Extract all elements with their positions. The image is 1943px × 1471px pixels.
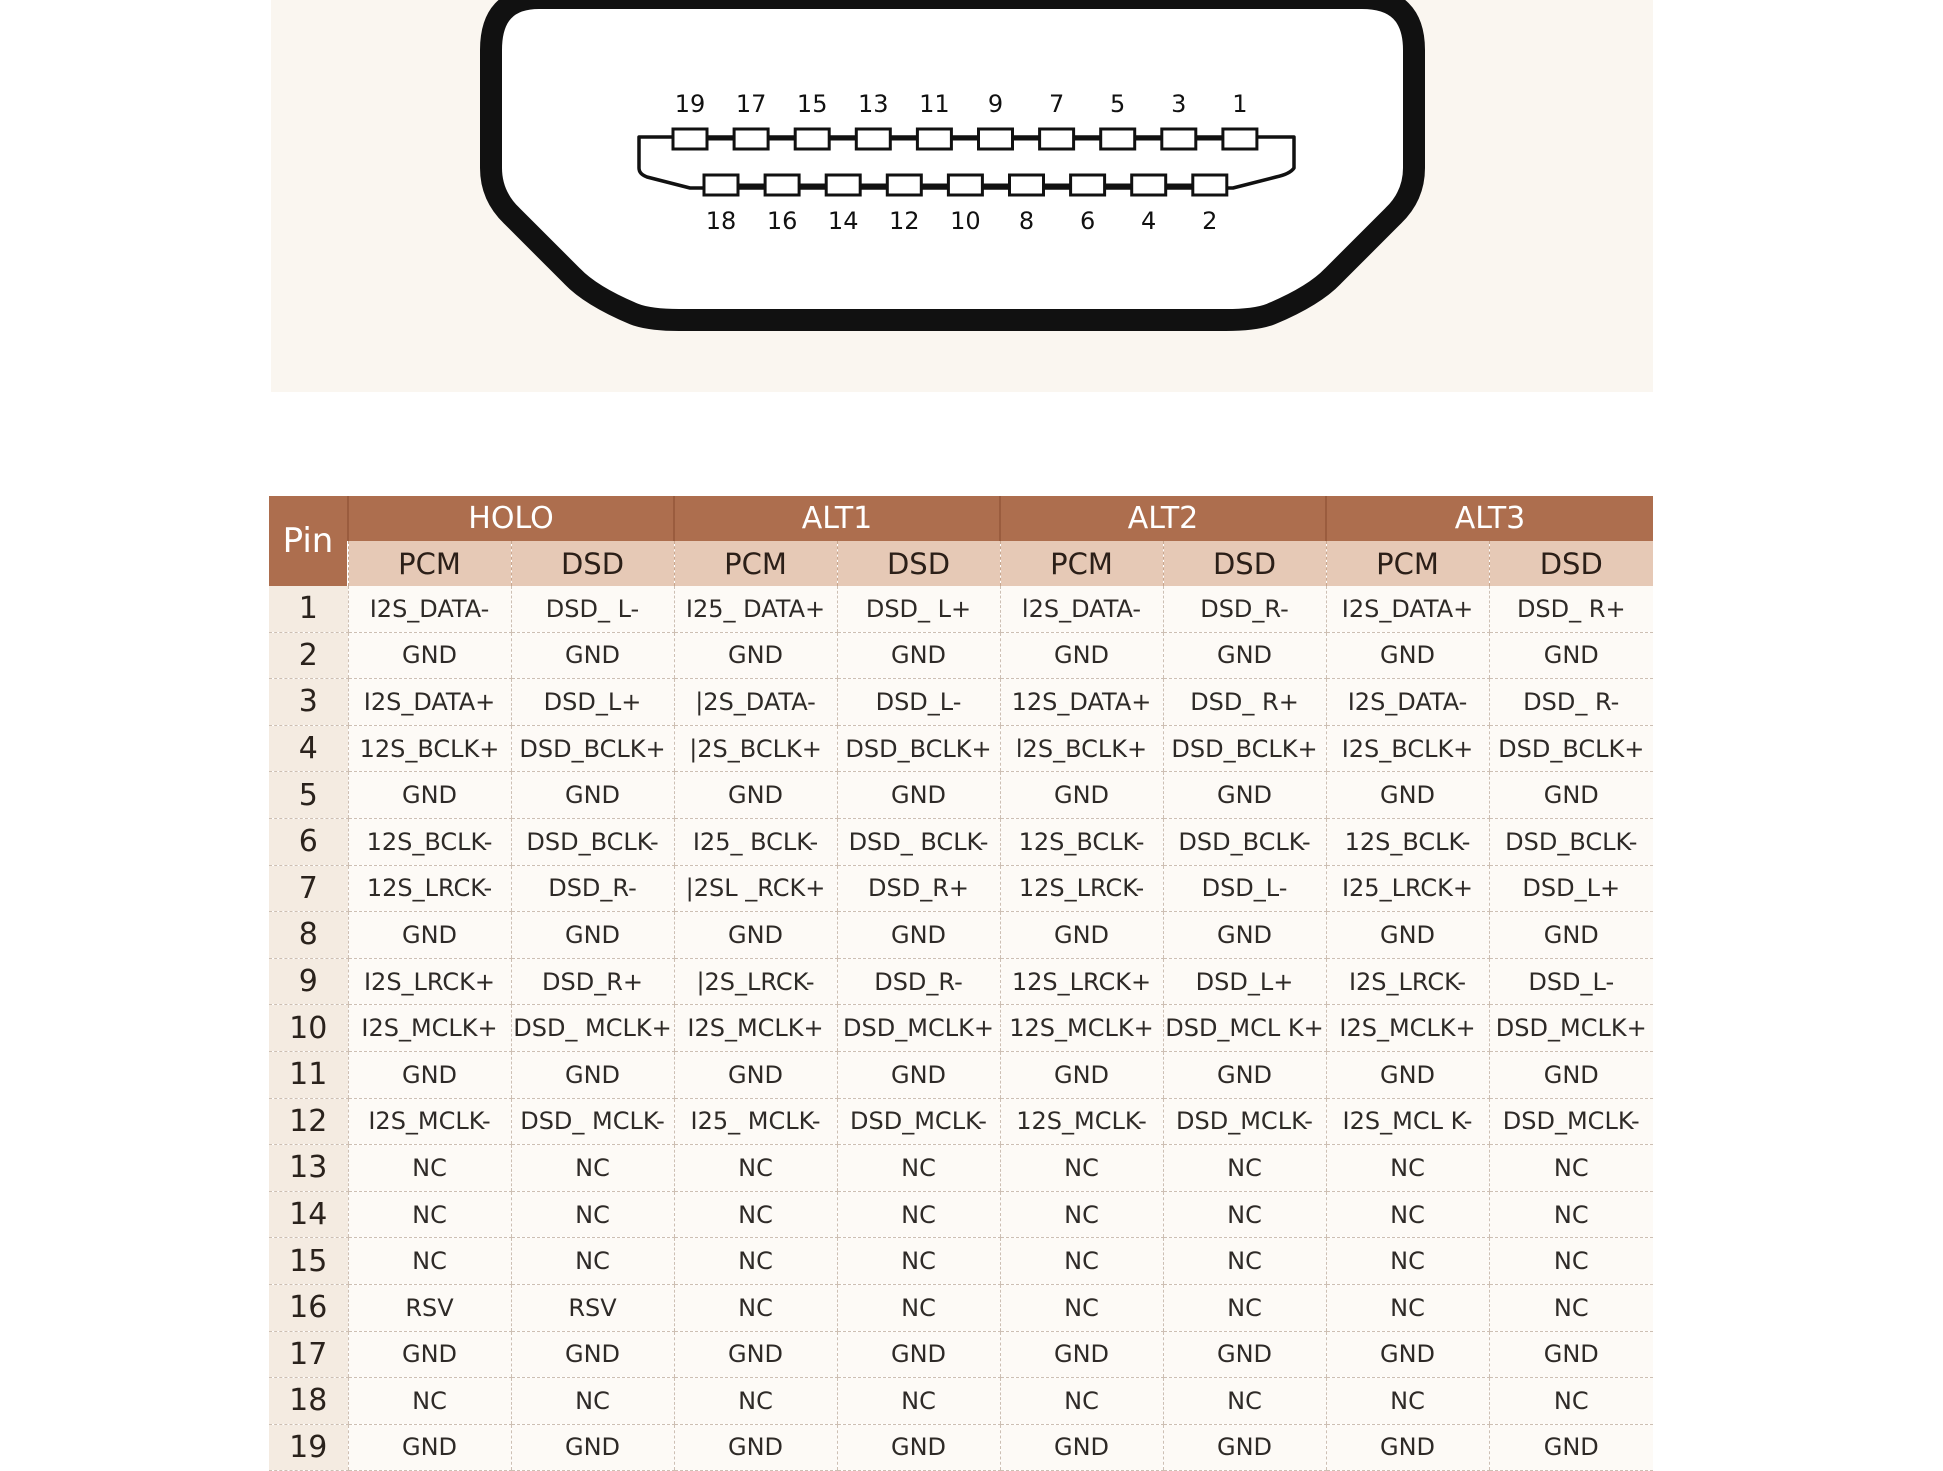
signal-cell: GND — [1163, 1424, 1326, 1471]
signal-cell: NC — [348, 1378, 511, 1425]
pin-contact — [1010, 175, 1044, 195]
pin-number-cell: 12 — [269, 1098, 348, 1145]
signal-cell: I25_ DATA+ — [674, 586, 837, 632]
connector-shell — [491, 0, 1414, 320]
pin-number-label: 18 — [705, 207, 737, 235]
signal-cell: NC — [1163, 1238, 1326, 1285]
pin-number-label: 17 — [735, 90, 767, 118]
signal-cell: NC — [1000, 1238, 1163, 1285]
signal-cell: GND — [1326, 772, 1489, 819]
signal-cell: GND — [1489, 1331, 1653, 1378]
table-row — [269, 1284, 1653, 1331]
signal-cell: NC — [1000, 1378, 1163, 1425]
signal-cell: DSD_R+ — [511, 958, 674, 1005]
pin-number-cell: 5 — [269, 772, 348, 819]
signal-cell: GND — [348, 1051, 511, 1098]
signal-cell: NC — [674, 1145, 837, 1192]
signal-cell: I2S_MCLK- — [348, 1098, 511, 1145]
signal-cell: GND — [674, 1424, 837, 1471]
signal-cell: RSV — [348, 1284, 511, 1331]
signal-cell: I2S_MCL K- — [1326, 1098, 1489, 1145]
signal-cell: 12S_MCLK+ — [1000, 1005, 1163, 1052]
signal-cell: GND — [511, 1331, 674, 1378]
signal-cell: DSD_MCLK- — [837, 1098, 1000, 1145]
signal-cell: l2S_BCLK+ — [1000, 725, 1163, 772]
signal-cell: RSV — [511, 1284, 674, 1331]
signal-cell: GND — [348, 912, 511, 959]
table-row — [269, 725, 1653, 772]
table-row — [269, 586, 1653, 632]
subheader-dsd: DSD — [1163, 541, 1326, 586]
subheader-dsd: DSD — [837, 541, 1000, 586]
signal-cell: GND — [674, 632, 837, 679]
table-row — [269, 865, 1653, 912]
pin-contact — [1101, 129, 1135, 149]
signal-cell: |2S_LRCK- — [674, 958, 837, 1005]
table-row — [269, 1378, 1653, 1425]
signal-cell: NC — [1326, 1284, 1489, 1331]
signal-cell: DSD_BCLK- — [511, 818, 674, 865]
signal-cell: NC — [1489, 1145, 1653, 1192]
signal-cell: GND — [1163, 912, 1326, 959]
table-row — [269, 1145, 1653, 1192]
signal-cell: DSD_L- — [1489, 958, 1653, 1005]
signal-cell: GND — [1000, 1331, 1163, 1378]
table-row — [269, 1098, 1653, 1145]
signal-cell: NC — [1489, 1284, 1653, 1331]
pin-number-cell: 1 — [269, 586, 348, 632]
signal-cell: I25_ BCLK- — [674, 818, 837, 865]
signal-cell: NC — [837, 1284, 1000, 1331]
pin-contact — [1040, 129, 1074, 149]
signal-cell: DSD_BCLK+ — [837, 725, 1000, 772]
table-row — [269, 632, 1653, 679]
signal-cell: GND — [1163, 772, 1326, 819]
signal-cell: I2S_LRCK+ — [348, 958, 511, 1005]
signal-cell: GND — [1326, 1051, 1489, 1098]
signal-cell: NC — [1326, 1238, 1489, 1285]
signal-cell: DSD_ R+ — [1489, 586, 1653, 632]
pin-number-cell: 15 — [269, 1238, 348, 1285]
pin-number-label: 4 — [1141, 207, 1157, 235]
signal-cell: I2S_LRCK- — [1326, 958, 1489, 1005]
table-row — [269, 1424, 1653, 1471]
pin-contact — [734, 129, 768, 149]
signal-cell: NC — [674, 1238, 837, 1285]
pin-contact — [765, 175, 799, 195]
signal-cell: I2S_DATA- — [348, 586, 511, 632]
signal-cell: NC — [674, 1191, 837, 1238]
signal-cell: 12S_BCLK+ — [348, 725, 511, 772]
signal-cell: NC — [511, 1191, 674, 1238]
signal-cell: DSD_ MCLK- — [511, 1098, 674, 1145]
pin-number-label: 16 — [766, 207, 798, 235]
signal-cell: NC — [1489, 1191, 1653, 1238]
signal-cell: NC — [837, 1238, 1000, 1285]
pin-number-label: 12 — [889, 207, 920, 235]
pin-number-cell: 14 — [269, 1191, 348, 1238]
signal-cell: DSD_L+ — [1489, 865, 1653, 912]
signal-cell: NC — [1326, 1191, 1489, 1238]
signal-cell: NC — [1489, 1378, 1653, 1425]
signal-cell: I2S_BCLK+ — [1326, 725, 1489, 772]
signal-cell: GND — [348, 1424, 511, 1471]
signal-cell: GND — [837, 1051, 1000, 1098]
group-header-alt1: ALT1 — [674, 496, 1000, 541]
group-header-holo: HOLO — [348, 496, 674, 541]
pin-number-cell: 9 — [269, 958, 348, 1005]
signal-cell: DSD_L+ — [511, 679, 674, 726]
signal-cell: GND — [1163, 632, 1326, 679]
signal-cell: DSD_BCLK+ — [511, 725, 674, 772]
signal-cell: |2S_BCLK+ — [674, 725, 837, 772]
signal-cell: GND — [837, 912, 1000, 959]
signal-cell: NC — [1163, 1145, 1326, 1192]
pin-number-label: 9 — [987, 90, 1004, 118]
pin-number-label: 19 — [674, 90, 706, 118]
table-row — [269, 1051, 1653, 1098]
signal-cell: GND — [1326, 1331, 1489, 1378]
signal-cell: DSD_BCLK+ — [1489, 725, 1653, 772]
pin-number-cell: 13 — [269, 1145, 348, 1192]
subheader-pcm: PCM — [1326, 541, 1489, 586]
signal-cell: GND — [1326, 632, 1489, 679]
signal-cell: NC — [1326, 1145, 1489, 1192]
pin-contact — [1223, 129, 1257, 149]
signal-cell: GND — [1489, 912, 1653, 959]
pin-contact — [1132, 175, 1166, 195]
signal-cell: GND — [511, 1051, 674, 1098]
pin-number-cell: 3 — [269, 679, 348, 726]
pin-table-body — [269, 586, 1653, 1471]
signal-cell: l2S_DATA- — [1000, 586, 1163, 632]
signal-cell: GND — [1489, 772, 1653, 819]
pin-contact — [887, 175, 921, 195]
signal-cell: 12S_MCLK- — [1000, 1098, 1163, 1145]
signal-cell: GND — [1000, 632, 1163, 679]
signal-cell: NC — [348, 1238, 511, 1285]
pin-contact — [917, 129, 951, 149]
pin-number-cell: 19 — [269, 1424, 348, 1471]
signal-cell: GND — [1326, 1424, 1489, 1471]
pin-number-label: 10 — [950, 207, 981, 235]
signal-cell: DSD_BCLK- — [1489, 818, 1653, 865]
pin-number-label: 13 — [858, 90, 889, 118]
pin-number-label: 2 — [1202, 207, 1218, 235]
hdmi-connector-diagram — [271, 0, 1653, 392]
signal-cell: |2SL _RCK+ — [674, 865, 837, 912]
pin-column-header: Pin — [269, 496, 348, 586]
pin-contact — [979, 129, 1013, 149]
table-row — [269, 818, 1653, 865]
signal-cell: DSD_R- — [511, 865, 674, 912]
signal-cell: 12S_BCLK- — [348, 818, 511, 865]
subheader-dsd: DSD — [511, 541, 674, 586]
signal-cell: NC — [1163, 1284, 1326, 1331]
signal-cell: NC — [1163, 1378, 1326, 1425]
pin-number-label: 15 — [796, 90, 828, 118]
pin-number-cell: 7 — [269, 865, 348, 912]
pin-number-cell: 16 — [269, 1284, 348, 1331]
signal-cell: NC — [1000, 1191, 1163, 1238]
signal-cell: GND — [674, 1331, 837, 1378]
pin-contact — [673, 129, 707, 149]
signal-cell: GND — [1163, 1331, 1326, 1378]
signal-cell: GND — [837, 632, 1000, 679]
signal-cell: NC — [1326, 1378, 1489, 1425]
pin-number-cell: 4 — [269, 725, 348, 772]
signal-cell: DSD_MCLK- — [1163, 1098, 1326, 1145]
signal-cell: DSD_ MCLK+ — [511, 1005, 674, 1052]
table-row — [269, 1191, 1653, 1238]
pin-number-label: 11 — [919, 90, 950, 118]
signal-cell: DSD_MCLK+ — [837, 1005, 1000, 1052]
pin-number-cell: 6 — [269, 818, 348, 865]
pin-number-cell: 17 — [269, 1331, 348, 1378]
group-header-alt2: ALT2 — [1000, 496, 1326, 541]
pin-contact — [795, 129, 829, 149]
pin-contact — [1162, 129, 1196, 149]
pin-contact — [856, 129, 890, 149]
signal-cell: GND — [348, 1331, 511, 1378]
signal-cell: DSD_R- — [1163, 586, 1326, 632]
signal-cell: 12S_LRCK- — [348, 865, 511, 912]
signal-cell: DSD_ R- — [1489, 679, 1653, 726]
signal-cell: NC — [511, 1238, 674, 1285]
signal-cell: I2S_DATA- — [1326, 679, 1489, 726]
signal-cell: GND — [348, 632, 511, 679]
subheader-pcm: PCM — [1000, 541, 1163, 586]
pin-contact — [1193, 175, 1227, 195]
signal-cell: GND — [1489, 1051, 1653, 1098]
signal-cell: GND — [511, 912, 674, 959]
signal-cell: NC — [1000, 1284, 1163, 1331]
signal-cell: NC — [348, 1191, 511, 1238]
signal-cell: DSD_BCLK- — [1163, 818, 1326, 865]
pin-number-label: 14 — [827, 207, 859, 235]
signal-cell: DSD_R- — [837, 958, 1000, 1005]
table-row — [269, 772, 1653, 819]
signal-cell: DSD_L+ — [1163, 958, 1326, 1005]
signal-cell: I2S_DATA+ — [348, 679, 511, 726]
subheader-dsd: DSD — [1489, 541, 1653, 586]
signal-cell: NC — [511, 1145, 674, 1192]
signal-cell: GND — [1000, 1424, 1163, 1471]
signal-cell: DSD_BCLK+ — [1163, 725, 1326, 772]
table-row — [269, 679, 1653, 726]
signal-cell: DSD_L- — [837, 679, 1000, 726]
signal-cell: 12S_BCLK- — [1326, 818, 1489, 865]
signal-cell: GND — [1000, 772, 1163, 819]
pin-number-label: 5 — [1110, 90, 1126, 118]
signal-cell: DSD_L- — [1163, 865, 1326, 912]
table-row — [269, 912, 1653, 959]
pin-number-label: 3 — [1171, 90, 1187, 118]
pin-number-label: 8 — [1018, 207, 1035, 235]
group-header-row — [269, 496, 1653, 541]
signal-cell: DSD_MCLK+ — [1489, 1005, 1653, 1052]
signal-cell: NC — [837, 1145, 1000, 1192]
signal-cell: DSD_MCL K+ — [1163, 1005, 1326, 1052]
signal-cell: GND — [1489, 1424, 1653, 1471]
pin-assignment-table — [269, 496, 1653, 1471]
signal-cell: GND — [1000, 912, 1163, 959]
signal-cell: GND — [837, 772, 1000, 819]
pin-contact — [1071, 175, 1105, 195]
signal-cell: |2S_DATA- — [674, 679, 837, 726]
signal-cell: I25_ MCLK- — [674, 1098, 837, 1145]
signal-cell: NC — [1000, 1145, 1163, 1192]
table-row — [269, 1331, 1653, 1378]
signal-cell: NC — [837, 1378, 1000, 1425]
signal-cell: DSD_ L- — [511, 586, 674, 632]
signal-cell: GND — [674, 1051, 837, 1098]
pin-number-label: 7 — [1048, 90, 1065, 118]
signal-cell: I2S_MCLK+ — [674, 1005, 837, 1052]
signal-cell: NC — [1489, 1238, 1653, 1285]
pin-contact — [948, 175, 982, 195]
pin-number-label: 1 — [1232, 90, 1248, 118]
signal-cell: NC — [674, 1284, 837, 1331]
signal-cell: GND — [511, 772, 674, 819]
signal-cell: GND — [1000, 1051, 1163, 1098]
signal-cell: 12S_LRCK- — [1000, 865, 1163, 912]
pin-number-cell: 2 — [269, 632, 348, 679]
pin-number-cell: 11 — [269, 1051, 348, 1098]
signal-cell: GND — [1326, 912, 1489, 959]
group-header-alt3: ALT3 — [1326, 496, 1653, 541]
signal-cell: DSD_MCLK- — [1489, 1098, 1653, 1145]
signal-cell: I2S_MCLK+ — [348, 1005, 511, 1052]
signal-cell: GND — [348, 772, 511, 819]
subheader-pcm: PCM — [348, 541, 511, 586]
signal-cell: GND — [674, 772, 837, 819]
table-row — [269, 1005, 1653, 1052]
signal-cell: NC — [1163, 1191, 1326, 1238]
signal-cell: DSD_R+ — [837, 865, 1000, 912]
signal-cell: NC — [348, 1145, 511, 1192]
signal-cell: GND — [511, 1424, 674, 1471]
subheader-pcm: PCM — [674, 541, 837, 586]
signal-cell: I2S_DATA+ — [1326, 586, 1489, 632]
signal-cell: GND — [674, 912, 837, 959]
table-row — [269, 1238, 1653, 1285]
signal-cell: GND — [1163, 1051, 1326, 1098]
signal-cell: 12S_BCLK- — [1000, 818, 1163, 865]
signal-cell: NC — [674, 1378, 837, 1425]
subheader-row — [269, 541, 1653, 586]
signal-cell: GND — [511, 632, 674, 679]
signal-cell: I2S_MCLK+ — [1326, 1005, 1489, 1052]
pin-contact — [704, 175, 738, 195]
hdmi-connector-panel — [271, 0, 1653, 392]
pin-contact — [826, 175, 860, 195]
pin-number-cell: 10 — [269, 1005, 348, 1052]
signal-cell: NC — [511, 1378, 674, 1425]
signal-cell: GND — [1489, 632, 1653, 679]
signal-cell: 12S_LRCK+ — [1000, 958, 1163, 1005]
signal-cell: DSD_ BCLK- — [837, 818, 1000, 865]
pin-number-cell: 8 — [269, 912, 348, 959]
pin-number-label: 6 — [1079, 207, 1096, 235]
signal-cell: GND — [837, 1331, 1000, 1378]
signal-cell: GND — [837, 1424, 1000, 1471]
pin-number-cell: 18 — [269, 1378, 348, 1425]
signal-cell: DSD_ R+ — [1163, 679, 1326, 726]
signal-cell: DSD_ L+ — [837, 586, 1000, 632]
signal-cell: 12S_DATA+ — [1000, 679, 1163, 726]
table-row — [269, 958, 1653, 1005]
signal-cell: I25_LRCK+ — [1326, 865, 1489, 912]
signal-cell: NC — [837, 1191, 1000, 1238]
